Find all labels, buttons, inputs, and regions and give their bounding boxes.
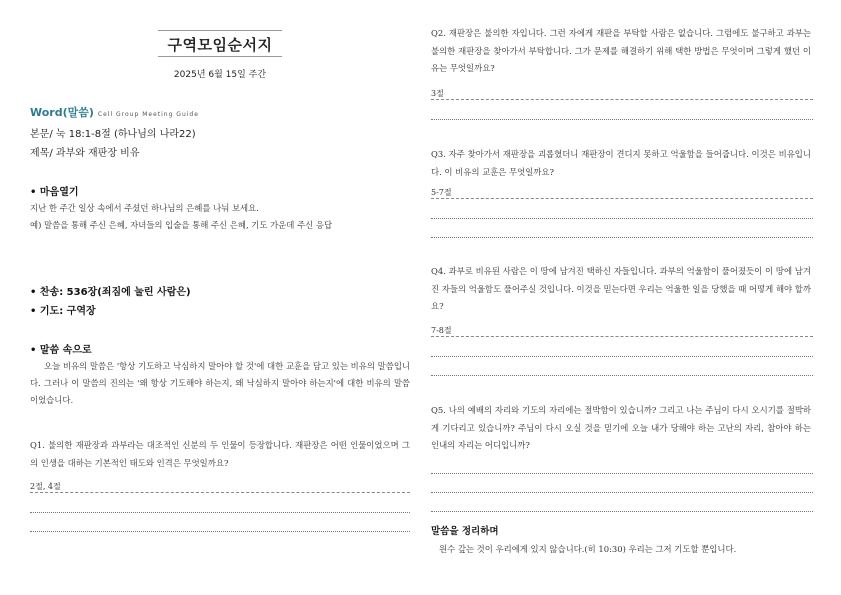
answer-line — [431, 356, 813, 357]
answer-line — [431, 511, 813, 512]
opening-heading: • 마음열기 — [30, 187, 79, 198]
answer-line — [30, 492, 410, 493]
page-title: 구역모임순서지 — [167, 36, 273, 54]
title-rule-bottom — [158, 56, 282, 57]
answer-line — [431, 119, 813, 120]
answer-line — [30, 531, 410, 532]
answer-line — [431, 99, 813, 100]
closing-heading: 말씀을 정리하며 — [431, 526, 499, 537]
sermon-topic: 제목/ 과부와 재판장 비유 — [30, 148, 140, 159]
word-label: Word(말씀) — [30, 106, 94, 119]
answer-line — [431, 473, 813, 474]
question-5: Q5. 나의 예배의 자리와 기도의 자리에는 절박함이 있습니까? 그리고 나는 주님이 다시 오시기를 절박하게 기다리고 있습니까? 주님이 다시 오실 것을 믿기에 오늘 내가 당해야 하는 고난의 자리, 참아야 하는 인내의 자리는 어디입니까? — [431, 405, 811, 450]
hymn-line: • 찬송: 536장(죄짐에 눌린 사람은) — [30, 287, 191, 298]
prayer-line: • 기도: 구역장 — [30, 306, 96, 317]
word-section-label — [30, 104, 199, 120]
closing-text: 원수 갚는 것이 우리에게 있지 않습니다.(히 10:30) 우리는 그저 기도할 뿐입니다. — [439, 544, 737, 554]
answer-line — [431, 492, 813, 493]
answer-line — [431, 336, 813, 337]
answer-line — [431, 198, 813, 199]
question-4: Q4. 과부로 비유된 사람은 이 땅에 남겨진 택하신 자들입니다. 과부의 억울함이 풀어졌듯이 이 땅에 남겨진 자들의 억울함도 풀어주실 것입니다. 이것을 믿는다면 우리는 억울한 일을 당했을 때 어떻게 해야 할까요? — [431, 266, 811, 311]
answer-line — [30, 512, 410, 513]
question-3-ref: 5-7절 — [431, 188, 452, 197]
answer-line — [431, 237, 813, 238]
question-1-ref: 2절, 4절 — [30, 482, 61, 491]
opening-text — [30, 200, 410, 234]
answer-line — [431, 218, 813, 219]
into-word-text: 오늘 비유의 말씀은 '항상 기도하고 낙심하지 말아야 할 것'에 대한 교훈을 담고 있는 비유의 말씀입니다. 그러나 이 말씀의 진의는 '왜 항상 기도해야 하는지, 왜 낙심하지 말아야 하는지'에 대한 비유의 말씀이었습니다. — [30, 361, 410, 405]
opening-instruction: 지난 한 주간 일상 속에서 주셨던 하나님의 은혜를 나눠 보세요. — [30, 203, 259, 213]
question-2-ref: 3절 — [431, 89, 444, 98]
title-rule-top — [158, 30, 282, 31]
question-1: Q1. 불의한 재판장과 과부라는 대조적인 신분의 두 인물이 등장합니다. 재판장은 어떤 인물이었으며 그의 인생을 대하는 기본적인 태도와 인격은 무엇일까요? — [30, 440, 410, 468]
into-word-heading: • 말씀 속으로 — [30, 345, 92, 356]
opening-example: 예) 말씀을 통해 주신 은혜, 자녀들의 입술을 통해 주신 은혜, 기도 가운데 주신 응답 — [30, 220, 333, 230]
word-subtitle: Cell Group Meeting Guide — [97, 111, 199, 118]
answer-line — [431, 375, 813, 376]
meeting-date: 2025년 6월 15일 주간 — [173, 70, 267, 80]
question-4-ref: 7-8절 — [431, 326, 452, 335]
question-2: Q2. 재판장은 불의한 자입니다. 그런 자에게 재판을 부탁할 사람은 없습니다. 그럼에도 불구하고 과부는 불의한 재판장을 찾아가서 부탁합니다. 그가 문제를 해결하기 위해 택한 방법은 무엇이며 그렇게 했던 이유는 무엇일까요? — [431, 28, 811, 73]
question-3: Q3. 자주 찾아가서 재판장을 괴롭혔더니 재판장이 견디지 못하고 억울함을 들어줍니다. 이것은 비유입니다. 이 비유의 교훈은 무엇일까요? — [431, 149, 811, 177]
scripture-passage: 본문/ 눅 18:1-8절 (하나님의 나라22) — [30, 129, 196, 140]
